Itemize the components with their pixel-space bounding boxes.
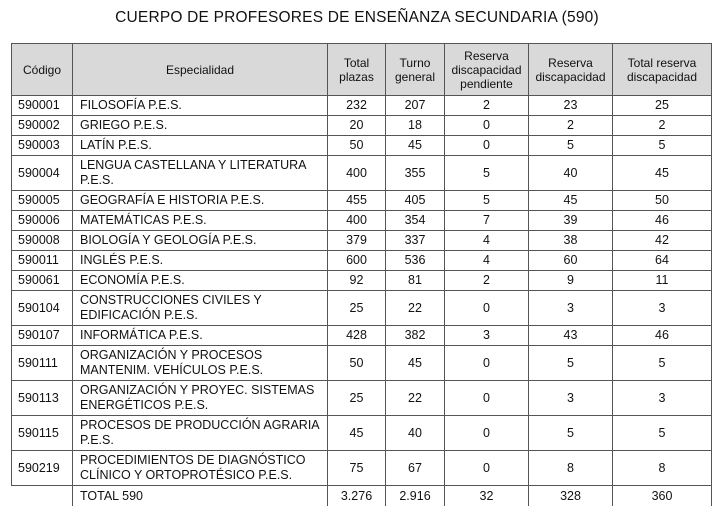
cell-turno-general: 382	[386, 326, 445, 346]
table-row	[12, 96, 712, 116]
cell-reserva-discapacidad: 8	[529, 451, 613, 486]
cell-reserva-discapacidad: 45	[529, 191, 613, 211]
cell-especialidad: LENGUA CASTELLANA Y LITERATURA P.E.S.	[73, 156, 328, 191]
total-row	[12, 486, 712, 507]
cell-total-reserva: 42	[613, 231, 712, 251]
table-row	[12, 451, 712, 486]
cell-total-plazas: 600	[328, 251, 386, 271]
header-codigo: Código	[12, 44, 73, 96]
table-row	[12, 381, 712, 416]
total-label: TOTAL 590	[73, 486, 328, 507]
cell-total-plazas: 45	[328, 416, 386, 451]
cell-reserva-pendiente: 3	[445, 326, 529, 346]
table-row	[12, 346, 712, 381]
cell-total-reserva: 50	[613, 191, 712, 211]
cell-total-reserva: 2	[613, 116, 712, 136]
cell-codigo: 590002	[12, 116, 73, 136]
cell-reserva-discapacidad: 43	[529, 326, 613, 346]
table-row	[12, 326, 712, 346]
cell-total-plazas: 75	[328, 451, 386, 486]
cell-codigo: 590008	[12, 231, 73, 251]
cell-total-reserva: 11	[613, 271, 712, 291]
cell-total-plazas: 232	[328, 96, 386, 116]
cell-turno-general: 22	[386, 381, 445, 416]
cell-turno-general: 45	[386, 136, 445, 156]
cell-turno-general: 45	[386, 346, 445, 381]
cell-total-plazas: 92	[328, 271, 386, 291]
cell-reserva-pendiente: 2	[445, 96, 529, 116]
cell-codigo: 590113	[12, 381, 73, 416]
cell-especialidad: ORGANIZACIÓN Y PROCESOS MANTENIM. VEHÍCULOS P.E.S.	[73, 346, 328, 381]
cell-reserva-pendiente: 0	[445, 346, 529, 381]
cell-reserva-discapacidad: 5	[529, 416, 613, 451]
header-reserva-discapacidad: Reserva discapacidad	[529, 44, 613, 96]
cell-turno-general: 81	[386, 271, 445, 291]
cell-especialidad: INGLÉS P.E.S.	[73, 251, 328, 271]
plazas-table	[11, 43, 712, 506]
cell-reserva-discapacidad: 38	[529, 231, 613, 251]
cell-total-reserva: 5	[613, 136, 712, 156]
cell-codigo: 590061	[12, 271, 73, 291]
cell-reserva-pendiente: 0	[445, 416, 529, 451]
total-reserva-discapacidad: 328	[529, 486, 613, 507]
cell-especialidad: PROCESOS DE PRODUCCIÓN AGRARIA P.E.S.	[73, 416, 328, 451]
cell-turno-general: 337	[386, 231, 445, 251]
cell-turno-general: 67	[386, 451, 445, 486]
cell-especialidad: BIOLOGÍA Y GEOLOGÍA P.E.S.	[73, 231, 328, 251]
table-row	[12, 416, 712, 451]
cell-reserva-pendiente: 5	[445, 191, 529, 211]
header-total-plazas: Total plazas	[328, 44, 386, 96]
cell-total-plazas: 400	[328, 211, 386, 231]
cell-total-plazas: 379	[328, 231, 386, 251]
cell-total-plazas: 428	[328, 326, 386, 346]
cell-codigo: 590004	[12, 156, 73, 191]
cell-especialidad: FILOSOFÍA P.E.S.	[73, 96, 328, 116]
cell-reserva-discapacidad: 3	[529, 381, 613, 416]
cell-especialidad: MATEMÁTICAS P.E.S.	[73, 211, 328, 231]
cell-total-reserva: 5	[613, 346, 712, 381]
cell-especialidad: CONSTRUCCIONES CIVILES Y EDIFICACIÓN P.E.S.	[73, 291, 328, 326]
cell-total-plazas: 20	[328, 116, 386, 136]
cell-codigo: 590111	[12, 346, 73, 381]
cell-reserva-discapacidad: 9	[529, 271, 613, 291]
cell-reserva-pendiente: 0	[445, 381, 529, 416]
table-row	[12, 271, 712, 291]
cell-reserva-pendiente: 0	[445, 291, 529, 326]
cell-total-reserva: 25	[613, 96, 712, 116]
cell-total-plazas: 25	[328, 291, 386, 326]
cell-total-reserva: 46	[613, 211, 712, 231]
table-row	[12, 116, 712, 136]
cell-codigo: 590006	[12, 211, 73, 231]
cell-total-plazas: 50	[328, 346, 386, 381]
total-total-plazas: 3.276	[328, 486, 386, 507]
cell-reserva-pendiente: 2	[445, 271, 529, 291]
cell-total-reserva: 3	[613, 381, 712, 416]
cell-codigo: 590003	[12, 136, 73, 156]
cell-especialidad: PROCEDIMIENTOS DE DIAGNÓSTICO CLÍNICO Y ORTOPROTÉSICO P.E.S.	[73, 451, 328, 486]
cell-total-plazas: 25	[328, 381, 386, 416]
cell-reserva-discapacidad: 3	[529, 291, 613, 326]
cell-codigo: 590107	[12, 326, 73, 346]
cell-reserva-discapacidad: 2	[529, 116, 613, 136]
cell-especialidad: ECONOMÍA P.E.S.	[73, 271, 328, 291]
table-row	[12, 251, 712, 271]
cell-total-reserva: 46	[613, 326, 712, 346]
cell-codigo: 590104	[12, 291, 73, 326]
cell-reserva-discapacidad: 23	[529, 96, 613, 116]
cell-total-reserva: 3	[613, 291, 712, 326]
cell-especialidad: LATÍN P.E.S.	[73, 136, 328, 156]
cell-total-plazas: 400	[328, 156, 386, 191]
cell-reserva-discapacidad: 5	[529, 346, 613, 381]
cell-reserva-pendiente: 0	[445, 451, 529, 486]
cell-total-plazas: 50	[328, 136, 386, 156]
table-row	[12, 211, 712, 231]
cell-reserva-pendiente: 0	[445, 136, 529, 156]
cell-turno-general: 22	[386, 291, 445, 326]
cell-especialidad: ORGANIZACIÓN Y PROYEC. SISTEMAS ENERGÉTICOS P.E.S.	[73, 381, 328, 416]
total-total-reserva: 360	[613, 486, 712, 507]
cell-codigo: 590001	[12, 96, 73, 116]
header-especialidad: Especialidad	[73, 44, 328, 96]
header-reserva-pendiente: Reserva discapacidad pendiente	[445, 44, 529, 96]
cell-codigo: 590005	[12, 191, 73, 211]
table-row	[12, 191, 712, 211]
cell-turno-general: 536	[386, 251, 445, 271]
cell-total-reserva: 64	[613, 251, 712, 271]
cell-reserva-pendiente: 4	[445, 251, 529, 271]
cell-turno-general: 354	[386, 211, 445, 231]
table-row	[12, 231, 712, 251]
cell-turno-general: 355	[386, 156, 445, 191]
cell-total-reserva: 8	[613, 451, 712, 486]
header-total-reserva: Total reserva discapacidad	[613, 44, 712, 96]
cell-turno-general: 40	[386, 416, 445, 451]
header-turno-general: Turno general	[386, 44, 445, 96]
cell-codigo: 590219	[12, 451, 73, 486]
cell-turno-general: 405	[386, 191, 445, 211]
table-row	[12, 156, 712, 191]
cell-total-plazas: 455	[328, 191, 386, 211]
table-row	[12, 136, 712, 156]
cell-especialidad: GRIEGO P.E.S.	[73, 116, 328, 136]
cell-reserva-discapacidad: 40	[529, 156, 613, 191]
table-body	[12, 96, 712, 507]
total-codigo	[12, 486, 73, 507]
total-reserva-pendiente: 32	[445, 486, 529, 507]
cell-reserva-pendiente: 5	[445, 156, 529, 191]
cell-turno-general: 207	[386, 96, 445, 116]
cell-reserva-pendiente: 0	[445, 116, 529, 136]
table-row	[12, 291, 712, 326]
header-row	[12, 44, 712, 96]
cell-turno-general: 18	[386, 116, 445, 136]
cell-reserva-pendiente: 7	[445, 211, 529, 231]
document-title: CUERPO DE PROFESORES DE ENSEÑANZA SECUNDARIA (590)	[115, 9, 599, 26]
cell-total-reserva: 45	[613, 156, 712, 191]
cell-reserva-discapacidad: 39	[529, 211, 613, 231]
cell-codigo: 590011	[12, 251, 73, 271]
cell-total-reserva: 5	[613, 416, 712, 451]
cell-codigo: 590115	[12, 416, 73, 451]
cell-especialidad: INFORMÁTICA P.E.S.	[73, 326, 328, 346]
cell-reserva-discapacidad: 60	[529, 251, 613, 271]
cell-reserva-discapacidad: 5	[529, 136, 613, 156]
cell-reserva-pendiente: 4	[445, 231, 529, 251]
total-turno-general: 2.916	[386, 486, 445, 507]
cell-especialidad: GEOGRAFÍA E HISTORIA P.E.S.	[73, 191, 328, 211]
